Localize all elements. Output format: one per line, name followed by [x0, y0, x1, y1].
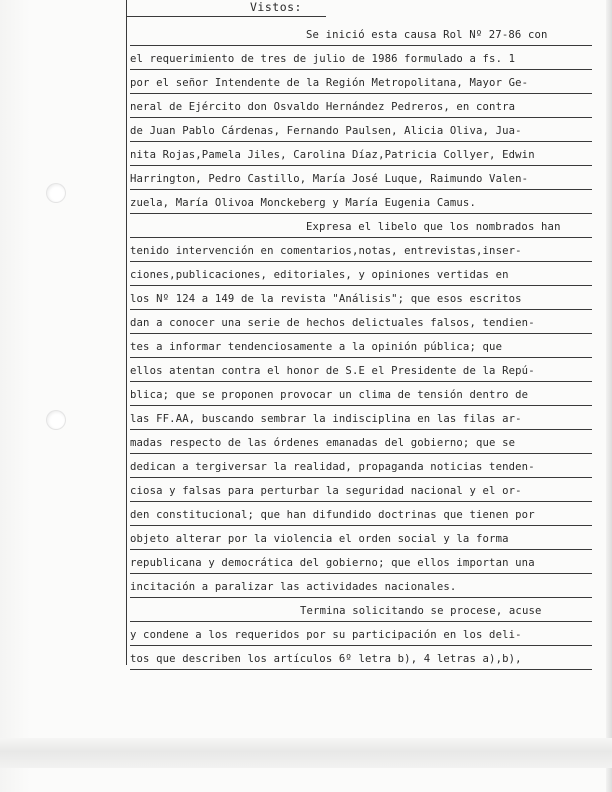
text-line-14: tes a informar tendenciosamente a la opinión pública; que [130, 338, 592, 358]
text-line-16: blica; que se proponen provocar un clima de tensión dentro de [130, 386, 592, 406]
heading-vistos: Vistos: [250, 0, 302, 14]
text-line-22: objeto alterar por la violencia el orden social y la forma [130, 530, 592, 550]
text-line-27: tos que describen los artículos 6º letra b), 4 letras a),b), [130, 650, 592, 670]
punch-hole-lower [47, 411, 65, 429]
text-line-12: los Nº 124 a 149 de la revista "Análisis"; que esos escritos [130, 290, 592, 310]
text-line-17: las FF.AA, buscando sembrar la indisciplina en las filas ar- [130, 410, 592, 430]
text-line-19: dedican a tergiversar la realidad, propaganda noticias tenden- [130, 458, 592, 478]
text-line-11: ciones,publicaciones, editoriales, y opiniones vertidas en [130, 266, 592, 286]
scan-bottom-shadow [0, 738, 612, 768]
text-line-20: ciosa y falsas para perturbar la seguridad nacional y el or- [130, 482, 592, 502]
text-line-26: y condene a los requeridos por su participación en los deli- [130, 626, 592, 646]
text-line-24: incitación a paralizar las actividades nacionales. [130, 578, 592, 598]
text-line-21: den constitucional; que han difundido doctrinas que tienen por [130, 506, 592, 526]
punch-hole-upper [47, 184, 65, 202]
text-line-23: republicana y democrática del gobierno; que ellos importan una [130, 554, 592, 574]
text-line-18: madas respecto de las órdenes emanadas del gobierno; que se [130, 434, 592, 454]
text-line-25: Termina solicitando se procese, acuse [130, 602, 592, 622]
text-line-1: Se inició esta causa Rol Nº 27-86 con [130, 26, 592, 46]
text-line-2: el requerimiento de tres de julio de 1986 formulado a fs. 1 [130, 50, 592, 70]
scan-shadow-left [0, 0, 30, 792]
text-line-10: tenido intervención en comentarios,notas, entrevistas,inser- [130, 242, 592, 262]
text-line-7: Harrington, Pedro Castillo, María José Luque, Raimundo Valen- [130, 170, 592, 190]
text-line-9: Expresa el libelo que los nombrados han [130, 218, 592, 238]
text-line-3: por el señor Intendente de la Región Metropolitana, Mayor Ge- [130, 74, 592, 94]
text-line-6: nita Rojas,Pamela Jiles, Carolina Díaz,Patricia Collyer, Edwin [130, 146, 592, 166]
text-line-4: neral de Ejército don Osvaldo Hernández Pedreros, en contra [130, 98, 592, 118]
text-line-8: zuela, María Olivoa Monckeberg y María Eugenia Camus. [130, 194, 592, 214]
text-line-15: ellos atentan contra el honor de S.E el Presidente de la Repú- [130, 362, 592, 382]
left-margin-rule [126, 0, 127, 665]
text-line-5: de Juan Pablo Cárdenas, Fernando Paulsen, Alicia Oliva, Jua- [130, 122, 592, 142]
scan-shadow-right [606, 0, 612, 792]
text-line-13: dan a conocer una serie de hechos delictuales falsos, tendien- [130, 314, 592, 334]
